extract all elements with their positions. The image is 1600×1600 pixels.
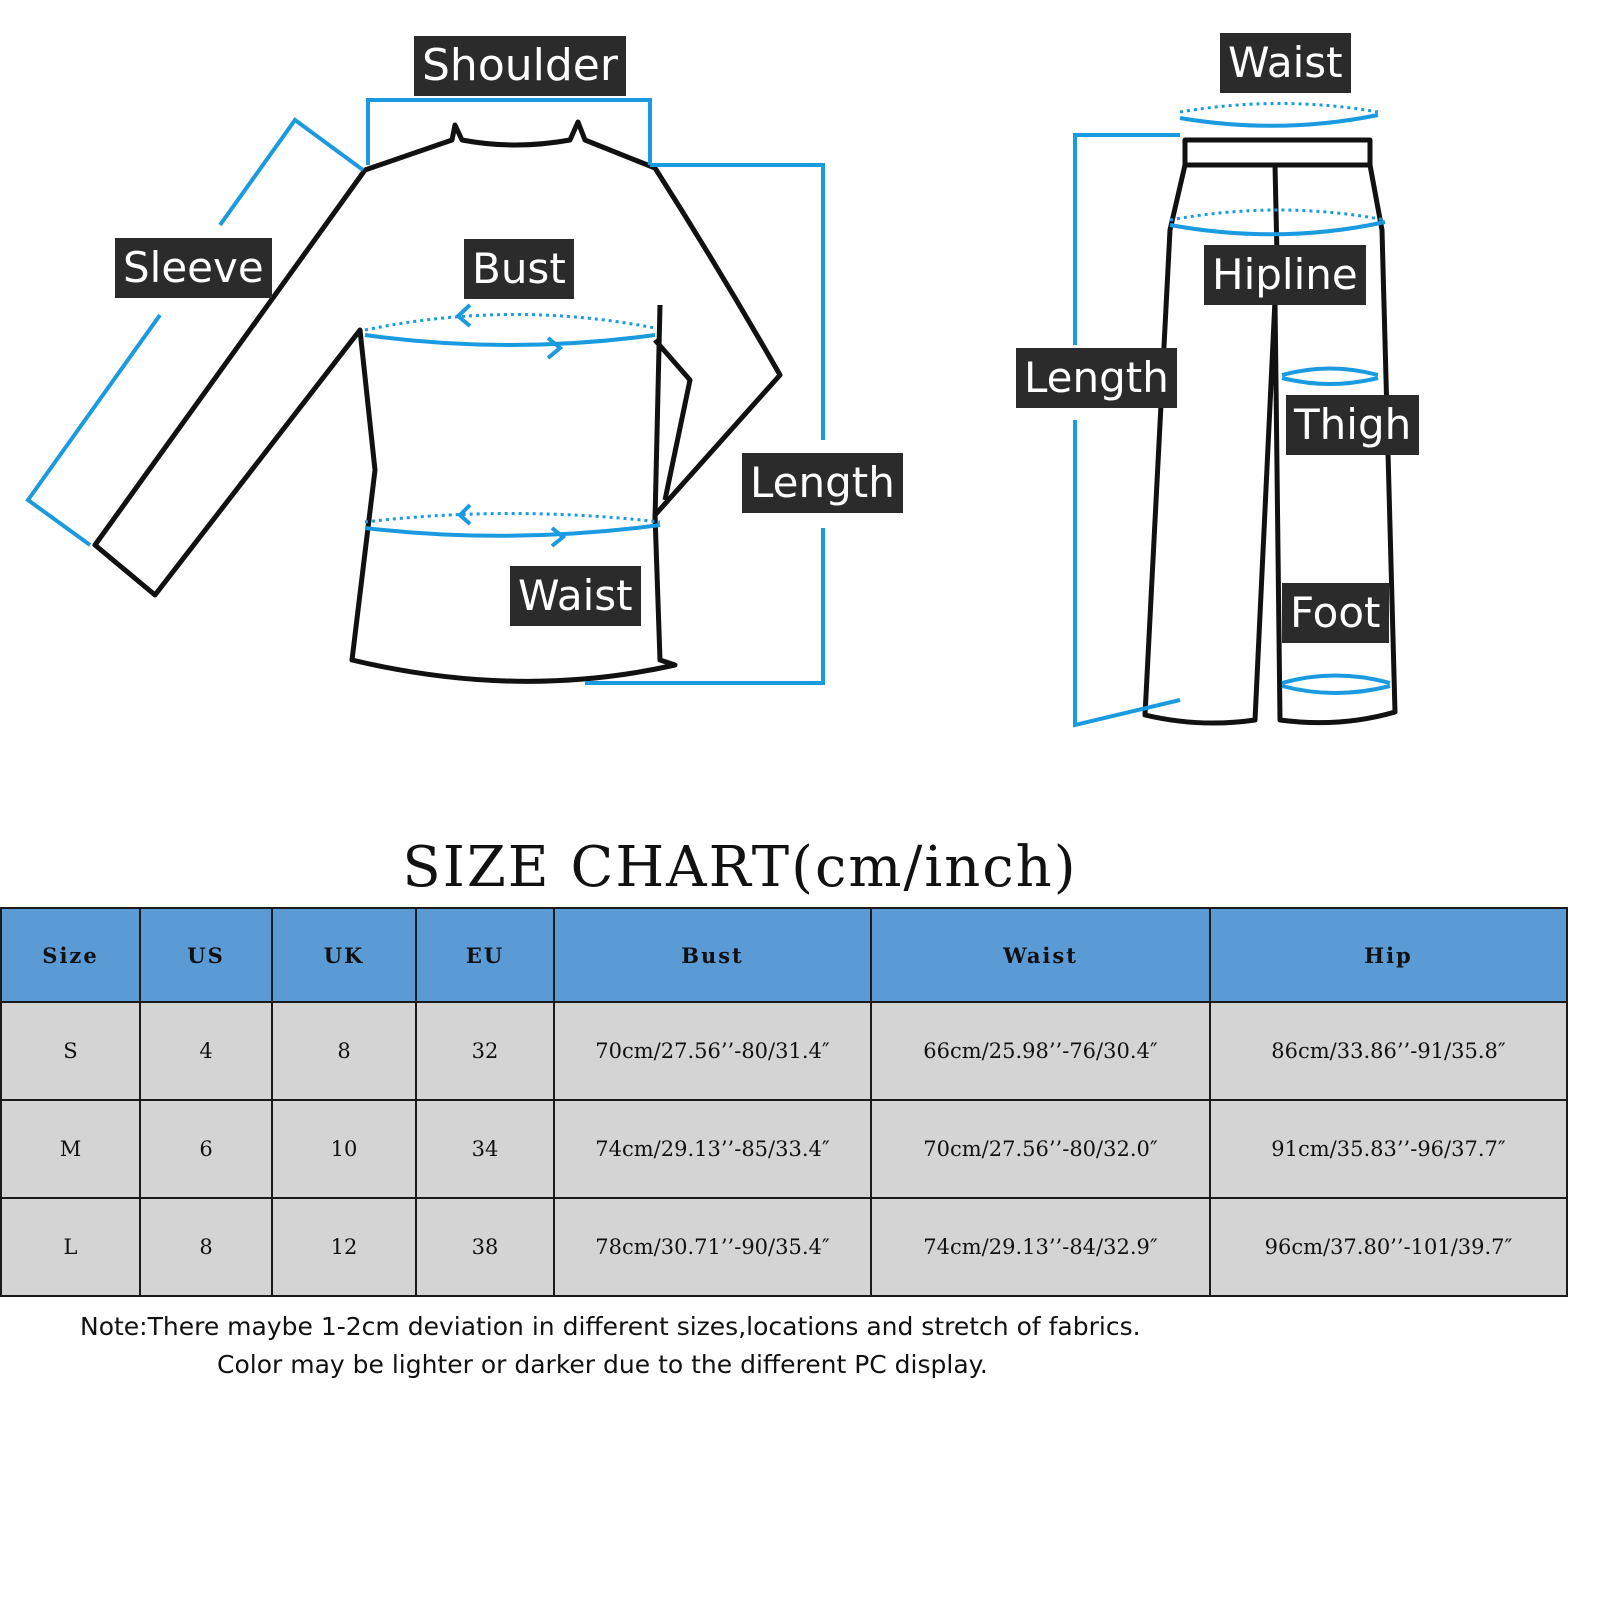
header-size: Size [1,908,140,1002]
cell: M [1,1100,140,1198]
cell: 38 [416,1198,554,1296]
cell: L [1,1198,140,1296]
label-hipline: Hipline [1204,245,1366,305]
top-outline [95,122,780,681]
label-shoulder: Shoulder [414,36,626,96]
cell: 74cm/29.13’’-84/32.9″ [871,1198,1210,1296]
label-pants-length: Length [1016,348,1177,408]
cell: 12 [272,1198,416,1296]
cell: 74cm/29.13’’-85/33.4″ [554,1100,871,1198]
cell: 4 [140,1002,272,1100]
label-top-length: Length [742,453,903,513]
cell: S [1,1002,140,1100]
table-row [1,1198,1567,1296]
cell: 10 [272,1100,416,1198]
header-us: US [140,908,272,1002]
cell: 86cm/33.86’’-91/35.8″ [1210,1002,1567,1100]
cell: 8 [140,1198,272,1296]
cell: 70cm/27.56’’-80/31.4″ [554,1002,871,1100]
size-table [0,907,1568,1297]
label-foot: Foot [1282,583,1389,643]
label-sleeve: Sleeve [115,238,272,298]
note-color: Color may be lighter or darker due to the different PC display. [217,1350,988,1379]
cell: 78cm/30.71’’-90/35.4″ [554,1198,871,1296]
cell: 66cm/25.98’’-76/30.4″ [871,1002,1210,1100]
header-eu: EU [416,908,554,1002]
label-thigh: Thigh [1286,395,1419,455]
chart-title: SIZE CHART(cm/inch) [402,835,1078,900]
label-top-waist: Waist [510,566,641,626]
table-row [1,1100,1567,1198]
top-measure-lines [28,100,823,683]
header-bust: Bust [554,908,871,1002]
table-row [1,1002,1567,1100]
label-bust: Bust [464,239,574,299]
header-uk: UK [272,908,416,1002]
header-hip: Hip [1210,908,1567,1002]
header-waist: Waist [871,908,1210,1002]
label-pants-waist: Waist [1220,33,1351,93]
cell: 70cm/27.56’’-80/32.0″ [871,1100,1210,1198]
cell: 34 [416,1100,554,1198]
cell: 96cm/37.80’’-101/39.7″ [1210,1198,1567,1296]
cell: 6 [140,1100,272,1198]
note-deviation: Note:There maybe 1-2cm deviation in different sizes,locations and stretch of fabrics. [80,1312,1141,1341]
cell: 91cm/35.83’’-96/37.7″ [1210,1100,1567,1198]
cell: 32 [416,1002,554,1100]
cell: 8 [272,1002,416,1100]
table-header-row [1,908,1567,1002]
